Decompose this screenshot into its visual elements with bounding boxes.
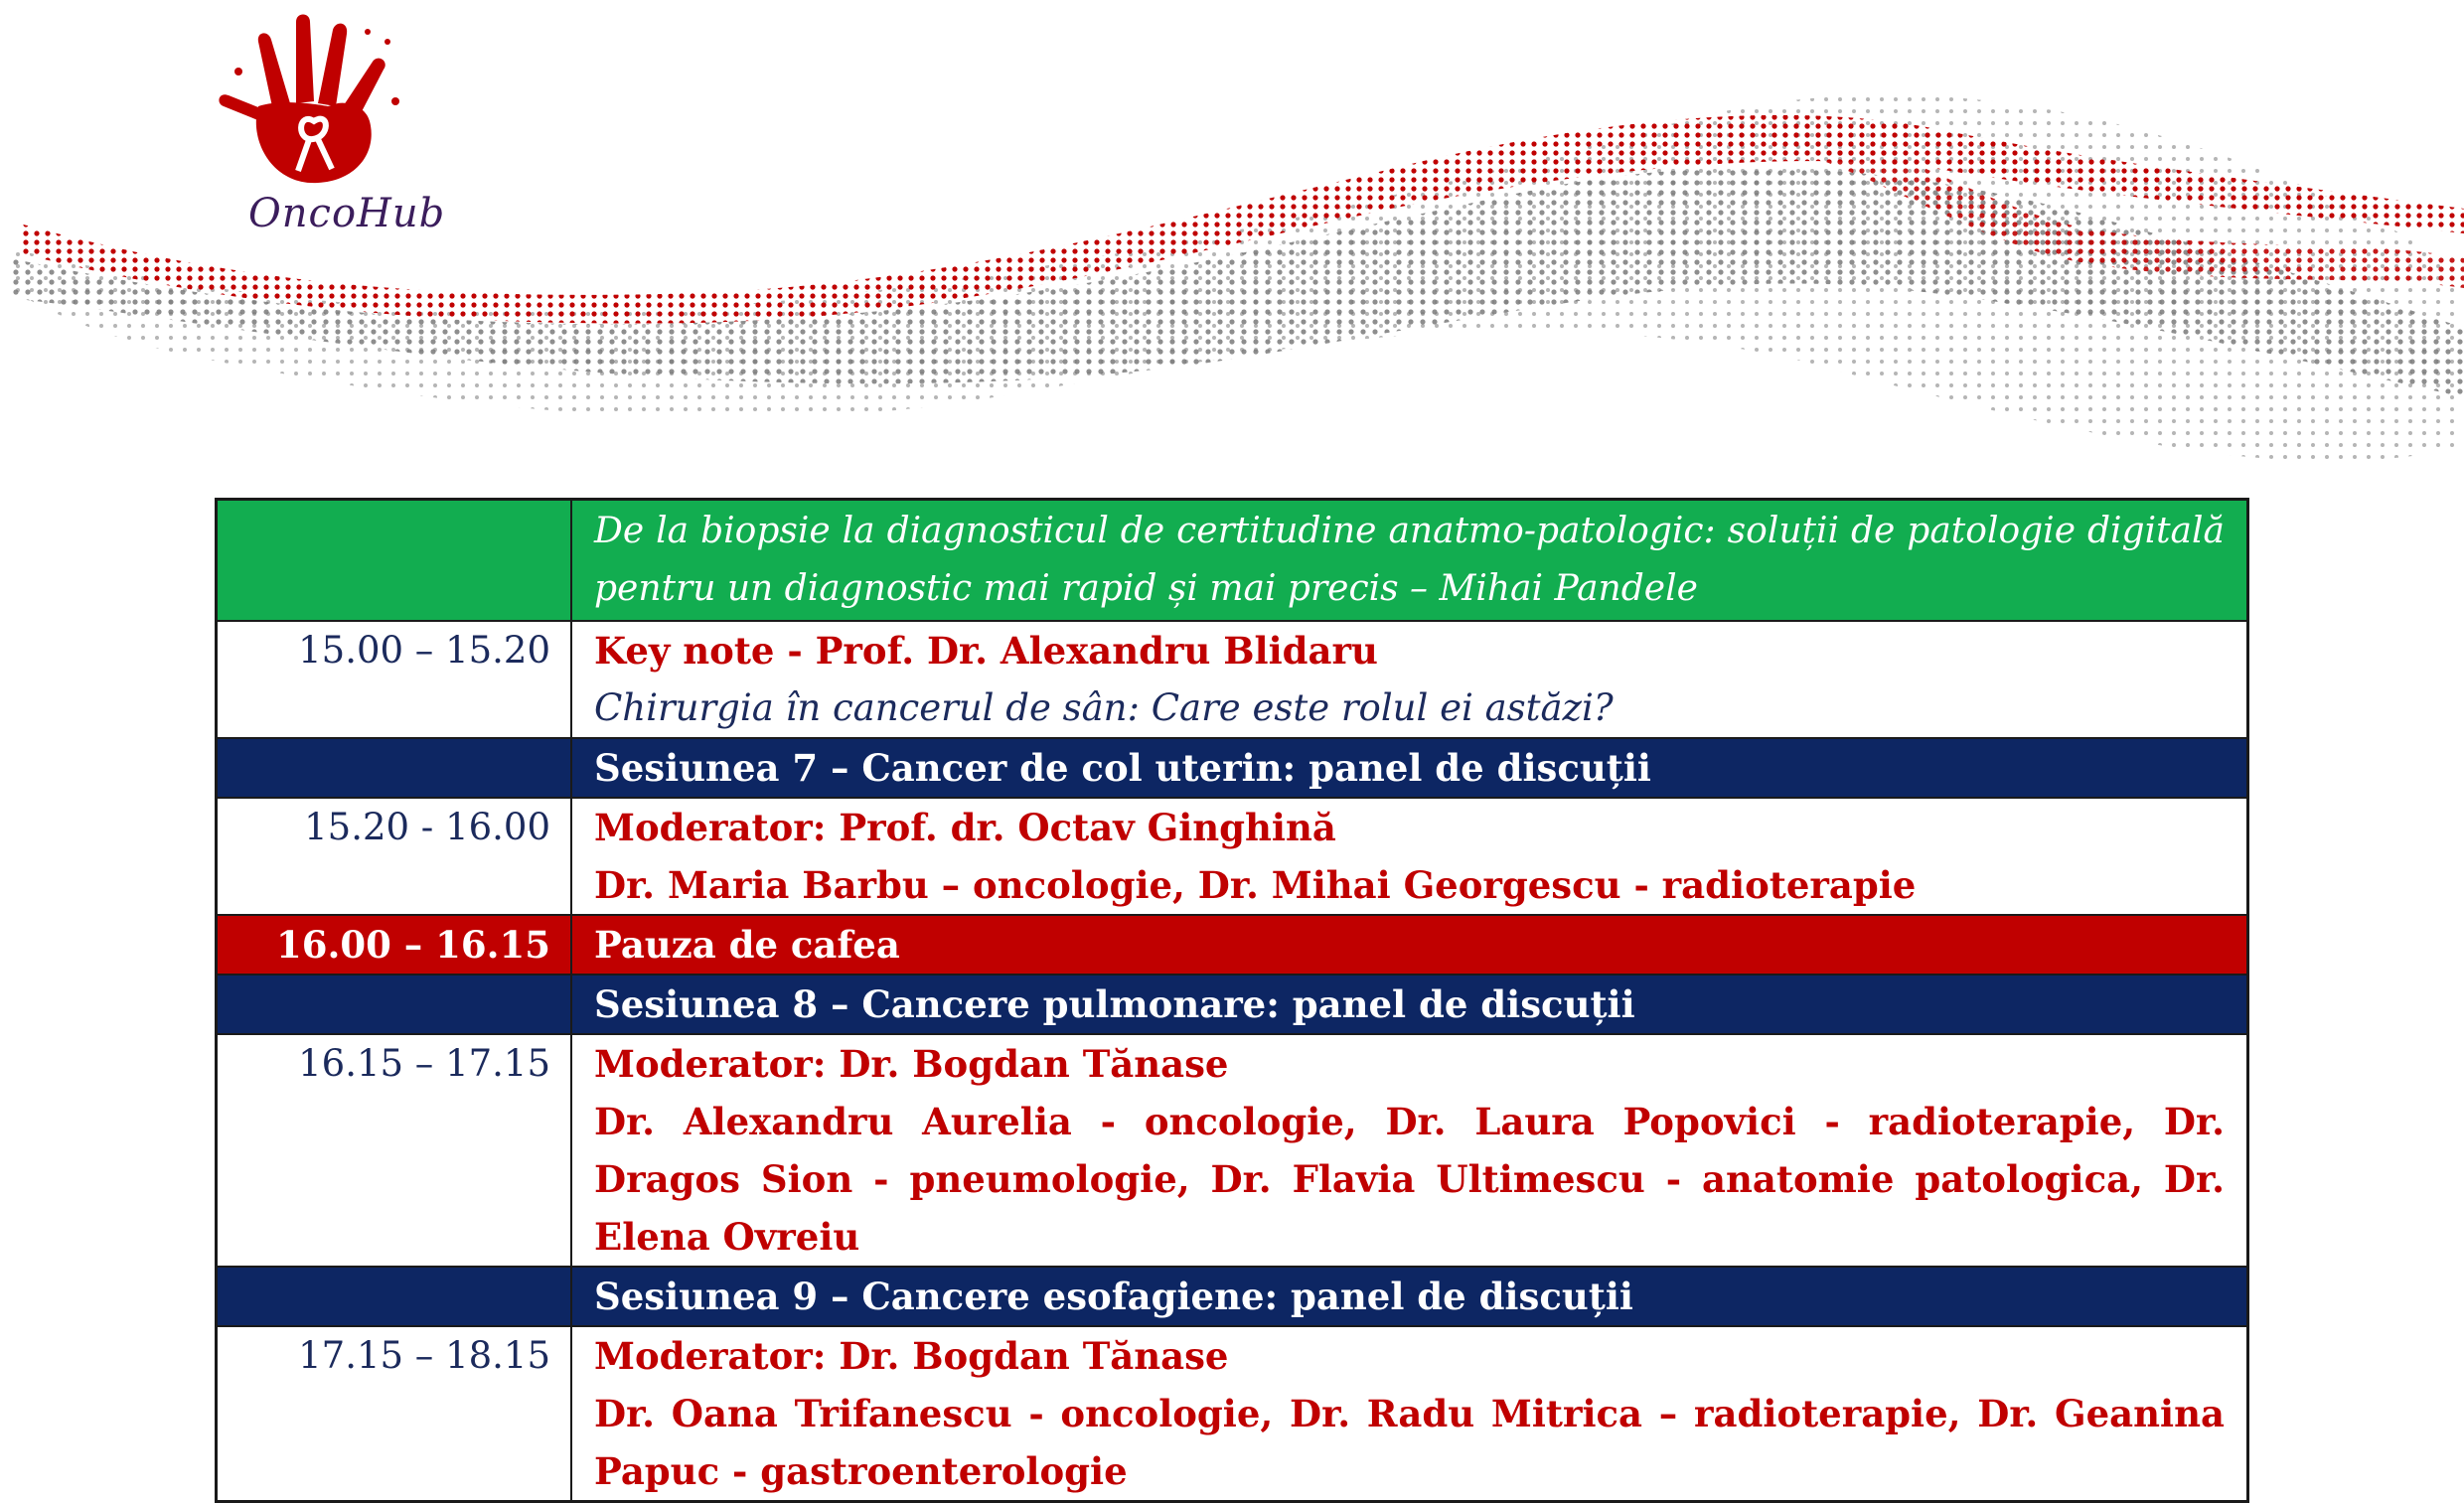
- time-cell: [217, 975, 572, 1034]
- session-title: Sesiunea 9 – Cancere esofagiene: panel de discuții: [571, 1267, 2248, 1326]
- keynote-speaker: Key note - Prof. Dr. Alexandru Blidaru: [594, 629, 1378, 673]
- time-cell: 15.00 – 15.20: [217, 621, 572, 738]
- content-cell: [571, 1034, 2248, 1267]
- session-title: Sesiunea 8 – Cancere pulmonare: panel de discuții: [571, 975, 2248, 1034]
- time-cell: 17.15 – 18.15: [217, 1326, 572, 1502]
- schedule-row: [217, 1326, 2248, 1502]
- schedule-row: [217, 500, 2248, 622]
- time-cell: [217, 500, 572, 622]
- break-row: [217, 915, 2248, 975]
- content-cell: [571, 798, 2248, 915]
- time-cell: 16.15 – 17.15: [217, 1034, 572, 1267]
- time-cell: [217, 738, 572, 798]
- schedule-table: [215, 498, 2249, 1503]
- panelists: Dr. Oana Trifanescu - oncologie, Dr. Radu Mitrica – radioterapie, Dr. Geanina Papuc - gastroenterologie: [594, 1392, 2225, 1493]
- keynote-title: Chirurgia în cancerul de sân: Care este rolul ei astăzi?: [594, 686, 1614, 729]
- session-header-row: [217, 975, 2248, 1034]
- session-title: Sesiunea 7 – Cancer de col uterin: panel de discuții: [571, 738, 2248, 798]
- session-header-row: [217, 1267, 2248, 1326]
- decorative-wave: [0, 60, 2464, 487]
- content-cell: [571, 1326, 2248, 1502]
- panelists: Dr. Maria Barbu – oncologie, Dr. Mihai Georgescu - radioterapie: [594, 863, 1917, 907]
- time-cell: 16.00 – 16.15: [217, 915, 572, 975]
- moderator: Moderator: Dr. Bogdan Tănase: [594, 1042, 1229, 1086]
- talk-title: De la biopsie la diagnosticul de certitudine anatmo-patologic: soluții de patologie digitală pentru un diagnostic mai rapid și mai precis – Mihai Pandele: [571, 500, 2248, 622]
- schedule-row: [217, 1034, 2248, 1267]
- break-label: Pauza de cafea: [571, 915, 2248, 975]
- moderator: Moderator: Prof. dr. Octav Ginghină: [594, 806, 1336, 849]
- logo-text: OncoHub: [248, 191, 446, 236]
- schedule-row: [217, 621, 2248, 738]
- time-cell: [217, 1267, 572, 1326]
- schedule-row: [217, 798, 2248, 915]
- session-header-row: [217, 738, 2248, 798]
- panelists: Dr. Alexandru Aurelia - oncologie, Dr. Laura Popovici - radioterapie, Dr. Dragos Sion - pneumologie, Dr. Flavia Ultimescu - anatomie patologica, Dr. Elena Ovreiu: [594, 1100, 2225, 1259]
- content-cell: [571, 621, 2248, 738]
- time-cell: 15.20 - 16.00: [217, 798, 572, 915]
- moderator: Moderator: Dr. Bogdan Tănase: [594, 1334, 1229, 1378]
